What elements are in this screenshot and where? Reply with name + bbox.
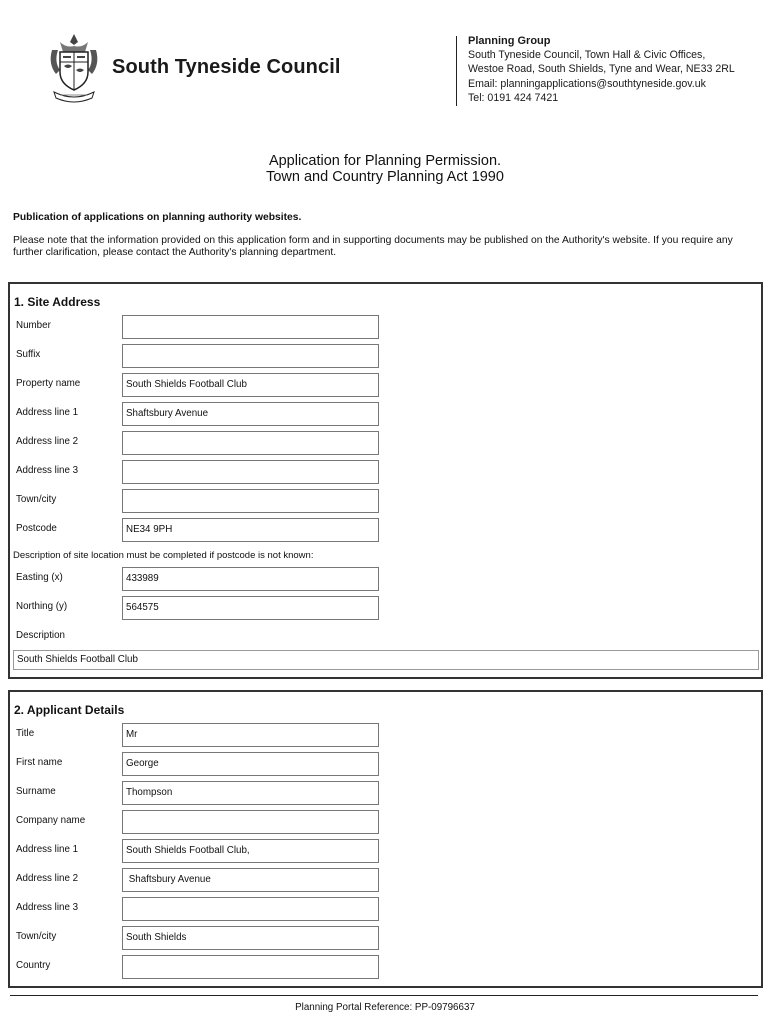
field-label: Address line 2 <box>16 873 79 884</box>
field-easting <box>10 567 761 591</box>
suffix-input[interactable] <box>122 344 379 368</box>
field-applicant-address-line-1 <box>10 839 761 863</box>
field-title <box>10 723 761 747</box>
publication-heading: Publication of applications on planning authority websites. <box>13 212 302 223</box>
property-name-input[interactable]: South Shields Football Club <box>122 373 379 397</box>
address-line-3-input[interactable] <box>122 460 379 484</box>
surname-input[interactable]: Thompson <box>122 781 379 805</box>
field-label: Easting (x) <box>16 572 63 583</box>
contact-email: Email: planningapplications@southtyneside.gov.uk <box>468 77 706 90</box>
contact-address-line2: Westoe Road, South Shields, Tyne and Wear, NE33 2RL <box>468 63 735 76</box>
applicant-address-line-3-input[interactable] <box>122 897 379 921</box>
document-title <box>0 153 770 185</box>
country-input[interactable] <box>122 955 379 979</box>
field-label: Company name <box>16 815 86 826</box>
field-applicant-town-city <box>10 926 761 950</box>
field-postcode <box>10 518 761 542</box>
field-label: Suffix <box>16 349 41 360</box>
number-input[interactable] <box>122 315 379 339</box>
field-company-name <box>10 810 761 834</box>
header-divider <box>456 36 457 106</box>
field-label: Address line 3 <box>16 465 79 476</box>
field-number <box>10 315 761 339</box>
field-northing <box>10 596 761 620</box>
publication-note: Please note that the information provided on this application form and in supporting documents may be published on the Authority's website. If you require any further clarification, please contact the Authority's planning department. <box>13 235 733 258</box>
title-input[interactable]: Mr <box>122 723 379 747</box>
document-title-line1: Application for Planning Permission. <box>268 153 502 169</box>
field-suffix <box>10 344 761 368</box>
field-applicant-address-line-3 <box>10 897 761 921</box>
footer-divider <box>10 995 758 996</box>
location-note: Description of site location must be completed if postcode is not known: <box>13 550 314 561</box>
contact-tel: Tel: 0191 424 7421 <box>468 91 559 104</box>
footer-reference: Planning Portal Reference: PP-09796637 <box>295 1002 475 1013</box>
applicant-details-section <box>8 690 763 988</box>
field-label: Address line 2 <box>16 436 79 447</box>
field-label: First name <box>16 757 63 768</box>
description-input[interactable]: South Shields Football Club <box>13 650 759 670</box>
first-name-input[interactable]: George <box>122 752 379 776</box>
field-surname <box>10 781 761 805</box>
field-label: Number <box>16 320 51 331</box>
document-title-line2: Town and Country Planning Act 1990 <box>266 169 504 185</box>
field-label: Country <box>16 960 51 971</box>
field-label: Northing (y) <box>16 601 68 612</box>
easting-input[interactable]: 433989 <box>122 567 379 591</box>
council-crest-logo <box>46 32 102 104</box>
field-label: Address line 1 <box>16 844 79 855</box>
field-property-name <box>10 373 761 397</box>
field-town-city <box>10 489 761 513</box>
field-address-line-3 <box>10 460 761 484</box>
field-label: Title <box>16 728 35 739</box>
section-title: 2. Applicant Details <box>14 703 125 717</box>
field-first-name <box>10 752 761 776</box>
field-label: Postcode <box>16 523 57 534</box>
field-label: Town/city <box>16 494 57 505</box>
field-address-line-2 <box>10 431 761 455</box>
field-label: Address line 3 <box>16 902 79 913</box>
field-address-line-1 <box>10 402 761 426</box>
contact-group: Planning Group <box>468 35 551 47</box>
section-title: 1. Site Address <box>14 295 101 309</box>
site-address-section <box>8 282 763 679</box>
field-label: Surname <box>16 786 56 797</box>
field-country <box>10 955 761 979</box>
applicant-town-city-input[interactable]: South Shields <box>122 926 379 950</box>
northing-input[interactable]: 564575 <box>122 596 379 620</box>
applicant-address-line-1-input[interactable]: South Shields Football Club, <box>122 839 379 863</box>
field-label: Address line 1 <box>16 407 79 418</box>
description-label: Description <box>16 630 66 641</box>
postcode-input[interactable]: NE34 9PH <box>122 518 379 542</box>
field-label: Property name <box>16 378 81 389</box>
address-line-2-input[interactable] <box>122 431 379 455</box>
contact-address-line1: South Tyneside Council, Town Hall & Civic Offices, <box>468 49 706 62</box>
field-applicant-address-line-2 <box>10 868 761 892</box>
address-line-1-input[interactable]: Shaftsbury Avenue <box>122 402 379 426</box>
field-label: Town/city <box>16 931 57 942</box>
council-name: South Tyneside Council <box>112 56 341 78</box>
applicant-address-line-2-input[interactable]: Shaftsbury Avenue <box>122 868 379 892</box>
company-name-input[interactable] <box>122 810 379 834</box>
contact-block <box>468 34 735 105</box>
town-city-input[interactable] <box>122 489 379 513</box>
